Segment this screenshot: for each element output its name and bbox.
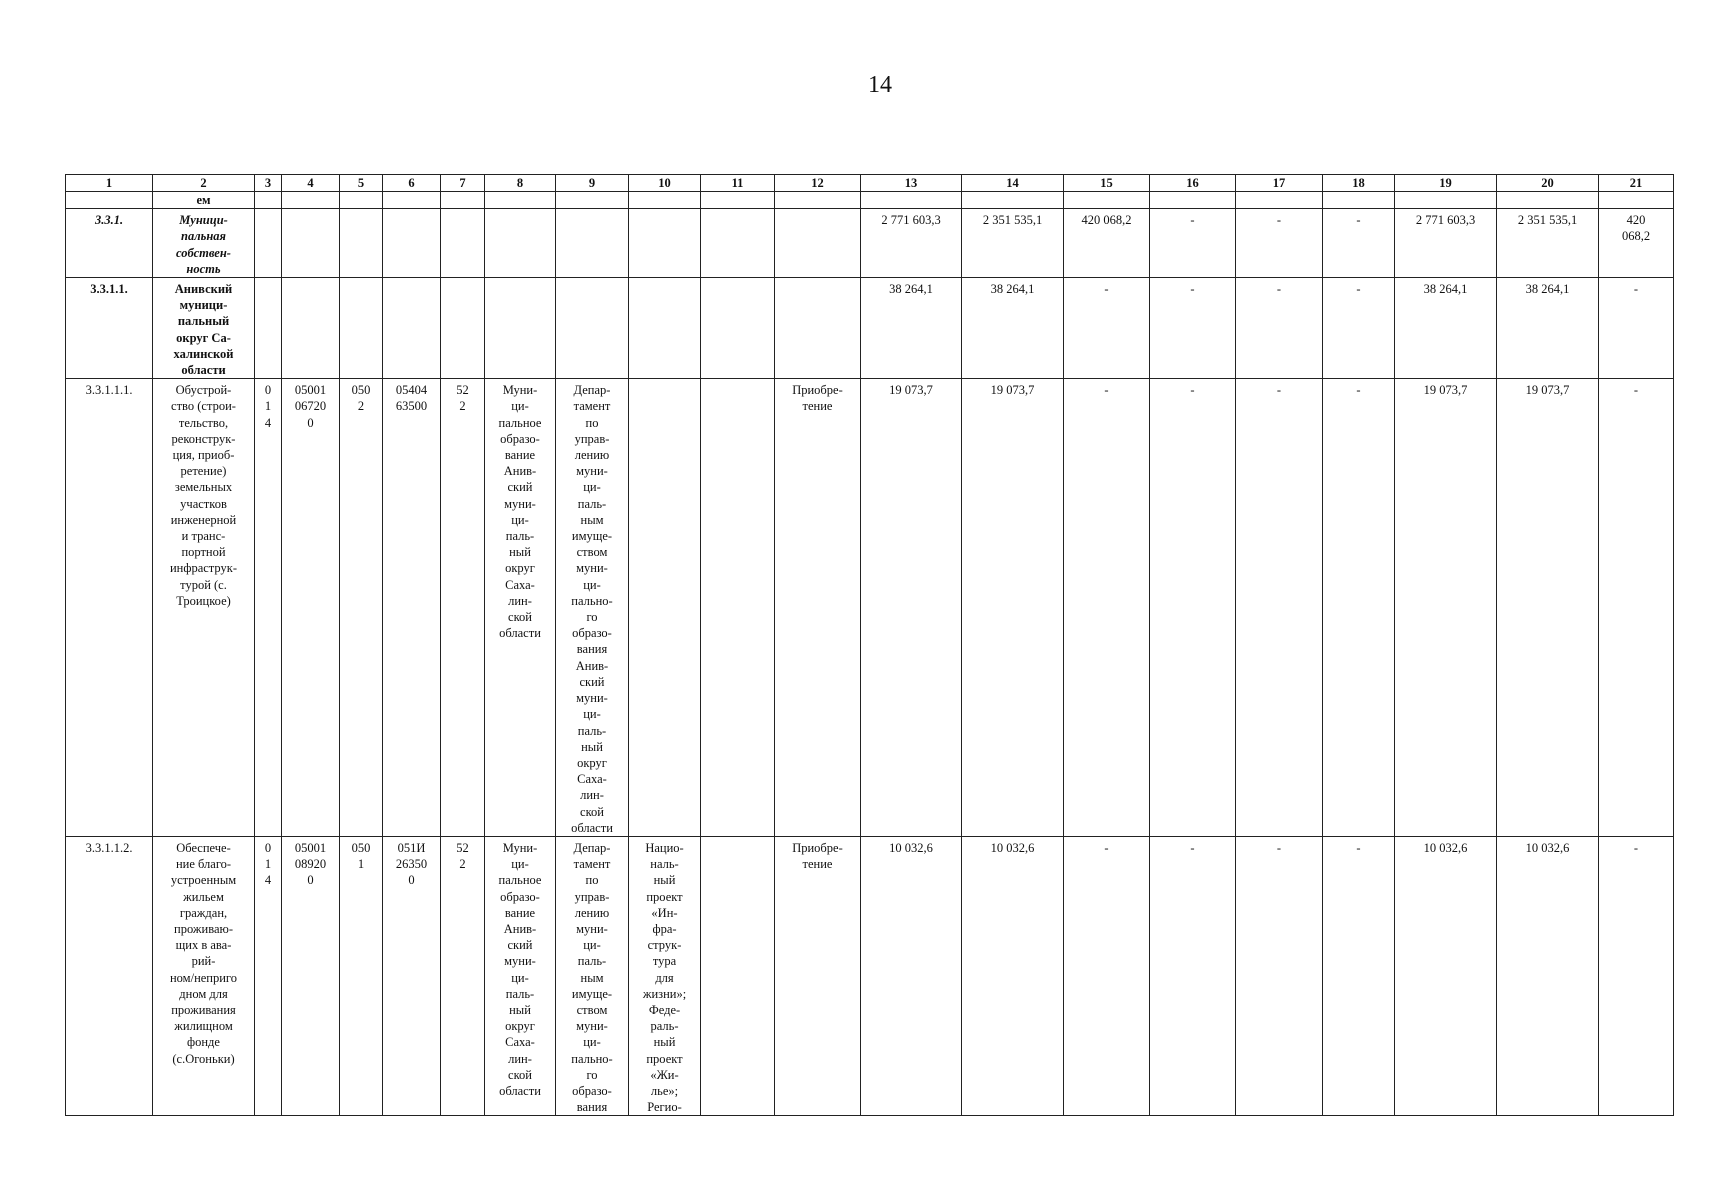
value-cell: 38 264,1 bbox=[1497, 278, 1599, 379]
project-cell: Нацио- наль- ный проект «Ин- фра- струк- тура для жизни»; Феде- раль- ный проект «Жи- лье»; Регио- bbox=[629, 836, 701, 1115]
col-number: 8 bbox=[485, 175, 556, 192]
code-cell: 050 2 bbox=[340, 379, 383, 837]
value-cell: 19 073,7 bbox=[1497, 379, 1599, 837]
col-number: 1 bbox=[66, 175, 153, 192]
value-cell: - bbox=[1064, 278, 1150, 379]
value-cell: - bbox=[1150, 209, 1236, 278]
col-number: 14 bbox=[962, 175, 1064, 192]
col-number: 18 bbox=[1323, 175, 1395, 192]
code-cell: 52 2 bbox=[441, 379, 485, 837]
value-cell: 2 351 535,1 bbox=[962, 209, 1064, 278]
value-cell: 420 068,2 bbox=[1599, 209, 1674, 278]
table-row bbox=[66, 278, 1674, 379]
project-cell bbox=[629, 379, 701, 837]
value-cell: - bbox=[1323, 278, 1395, 379]
value-cell: - bbox=[1599, 379, 1674, 837]
page-number: 14 bbox=[868, 72, 892, 98]
table-row bbox=[66, 379, 1674, 837]
value-cell: 10 032,6 bbox=[1497, 836, 1599, 1115]
code-cell: 52 2 bbox=[441, 836, 485, 1115]
row-name: Обустрой- ство (строи- тельство, реконструк- ция, приоб- ретение) земельных участков инженерной и транс- портной инфраструк- турой (с. Троицкое) bbox=[153, 379, 255, 837]
table-row bbox=[66, 836, 1674, 1115]
row-name: Обеспече- ние благо- устроенным жильем граждан, проживаю- щих в ава- рий- ном/неприго дном для проживания жилищном фонде (с.Огоньки) bbox=[153, 836, 255, 1115]
code-cell: 05001 08920 0 bbox=[282, 836, 340, 1115]
value-cell: 420 068,2 bbox=[1064, 209, 1150, 278]
value-cell: - bbox=[1150, 278, 1236, 379]
value-cell: - bbox=[1236, 836, 1323, 1115]
col-number: 11 bbox=[701, 175, 775, 192]
code-cell: 0 1 4 bbox=[255, 836, 282, 1115]
value-cell: 10 032,6 bbox=[962, 836, 1064, 1115]
value-cell: - bbox=[1236, 209, 1323, 278]
row-name: Анивский муници- пальный округ Са- халинской области bbox=[153, 278, 255, 379]
col-number: 6 bbox=[383, 175, 441, 192]
value-cell: - bbox=[1599, 278, 1674, 379]
table-row bbox=[66, 209, 1674, 278]
value-cell: 19 073,7 bbox=[1395, 379, 1497, 837]
budget-table bbox=[65, 174, 1674, 1116]
col-number: 3 bbox=[255, 175, 282, 192]
col-number: 19 bbox=[1395, 175, 1497, 192]
value-cell: - bbox=[1150, 836, 1236, 1115]
code-cell: 05404 63500 bbox=[383, 379, 441, 837]
value-cell: 19 073,7 bbox=[861, 379, 962, 837]
row-number: 3.3.1. bbox=[66, 209, 153, 278]
row-name: Муници- пальная собствен- ность bbox=[153, 209, 255, 278]
continuation-text: ем bbox=[153, 192, 255, 209]
col-number: 20 bbox=[1497, 175, 1599, 192]
col-number: 9 bbox=[556, 175, 629, 192]
code-cell: 0 1 4 bbox=[255, 379, 282, 837]
owner-cell: Муни- ци- пальное образо- вание Анив- ский муни- ци- паль- ный округ Саха- лин- ской области bbox=[485, 379, 556, 837]
department-cell: Депар- тамент по управ- лению муни- ци- паль- ным имуще- ством муни- ци- пально- го образо- вания bbox=[556, 836, 629, 1115]
value-cell: 19 073,7 bbox=[962, 379, 1064, 837]
continuation-row bbox=[66, 192, 1674, 209]
col-number: 12 bbox=[775, 175, 861, 192]
value-cell: - bbox=[1064, 836, 1150, 1115]
value-cell: 38 264,1 bbox=[861, 278, 962, 379]
row-number: 3.3.1.1.2. bbox=[66, 836, 153, 1115]
col-number: 13 bbox=[861, 175, 962, 192]
value-cell: - bbox=[1236, 379, 1323, 837]
column-number-row bbox=[66, 175, 1674, 192]
col-number: 4 bbox=[282, 175, 340, 192]
value-cell: - bbox=[1599, 836, 1674, 1115]
department-cell: Депар- тамент по управ- лению муни- ци- паль- ным имуще- ством муни- ци- пально- го образо- вания Анив- ский муни- ци- паль- ный округ Саха- лин- ской области bbox=[556, 379, 629, 837]
col-number: 2 bbox=[153, 175, 255, 192]
code-cell: 051И 26350 0 bbox=[383, 836, 441, 1115]
owner-cell: Муни- ци- пальное образо- вание Анив- ский муни- ци- паль- ный округ Саха- лин- ской области bbox=[485, 836, 556, 1115]
col-number: 5 bbox=[340, 175, 383, 192]
col-number: 7 bbox=[441, 175, 485, 192]
empty-cell bbox=[701, 379, 775, 837]
code-cell: 05001 06720 0 bbox=[282, 379, 340, 837]
value-cell: 2 351 535,1 bbox=[1497, 209, 1599, 278]
col-number: 10 bbox=[629, 175, 701, 192]
row-number: 3.3.1.1. bbox=[66, 278, 153, 379]
value-cell: 2 771 603,3 bbox=[1395, 209, 1497, 278]
value-cell: - bbox=[1323, 379, 1395, 837]
value-cell: - bbox=[1236, 278, 1323, 379]
value-cell: 2 771 603,3 bbox=[861, 209, 962, 278]
value-cell: 38 264,1 bbox=[962, 278, 1064, 379]
value-cell: - bbox=[1323, 209, 1395, 278]
value-cell: - bbox=[1323, 836, 1395, 1115]
value-cell: - bbox=[1064, 379, 1150, 837]
col-number: 15 bbox=[1064, 175, 1150, 192]
value-cell: 10 032,6 bbox=[1395, 836, 1497, 1115]
col-number: 17 bbox=[1236, 175, 1323, 192]
action-cell: Приобре- тение bbox=[775, 379, 861, 837]
code-cell: 050 1 bbox=[340, 836, 383, 1115]
action-cell: Приобре- тение bbox=[775, 836, 861, 1115]
value-cell: 38 264,1 bbox=[1395, 278, 1497, 379]
value-cell: 10 032,6 bbox=[861, 836, 962, 1115]
col-number: 16 bbox=[1150, 175, 1236, 192]
empty-cell bbox=[701, 836, 775, 1115]
row-number: 3.3.1.1.1. bbox=[66, 379, 153, 837]
value-cell: - bbox=[1150, 379, 1236, 837]
col-number: 21 bbox=[1599, 175, 1674, 192]
